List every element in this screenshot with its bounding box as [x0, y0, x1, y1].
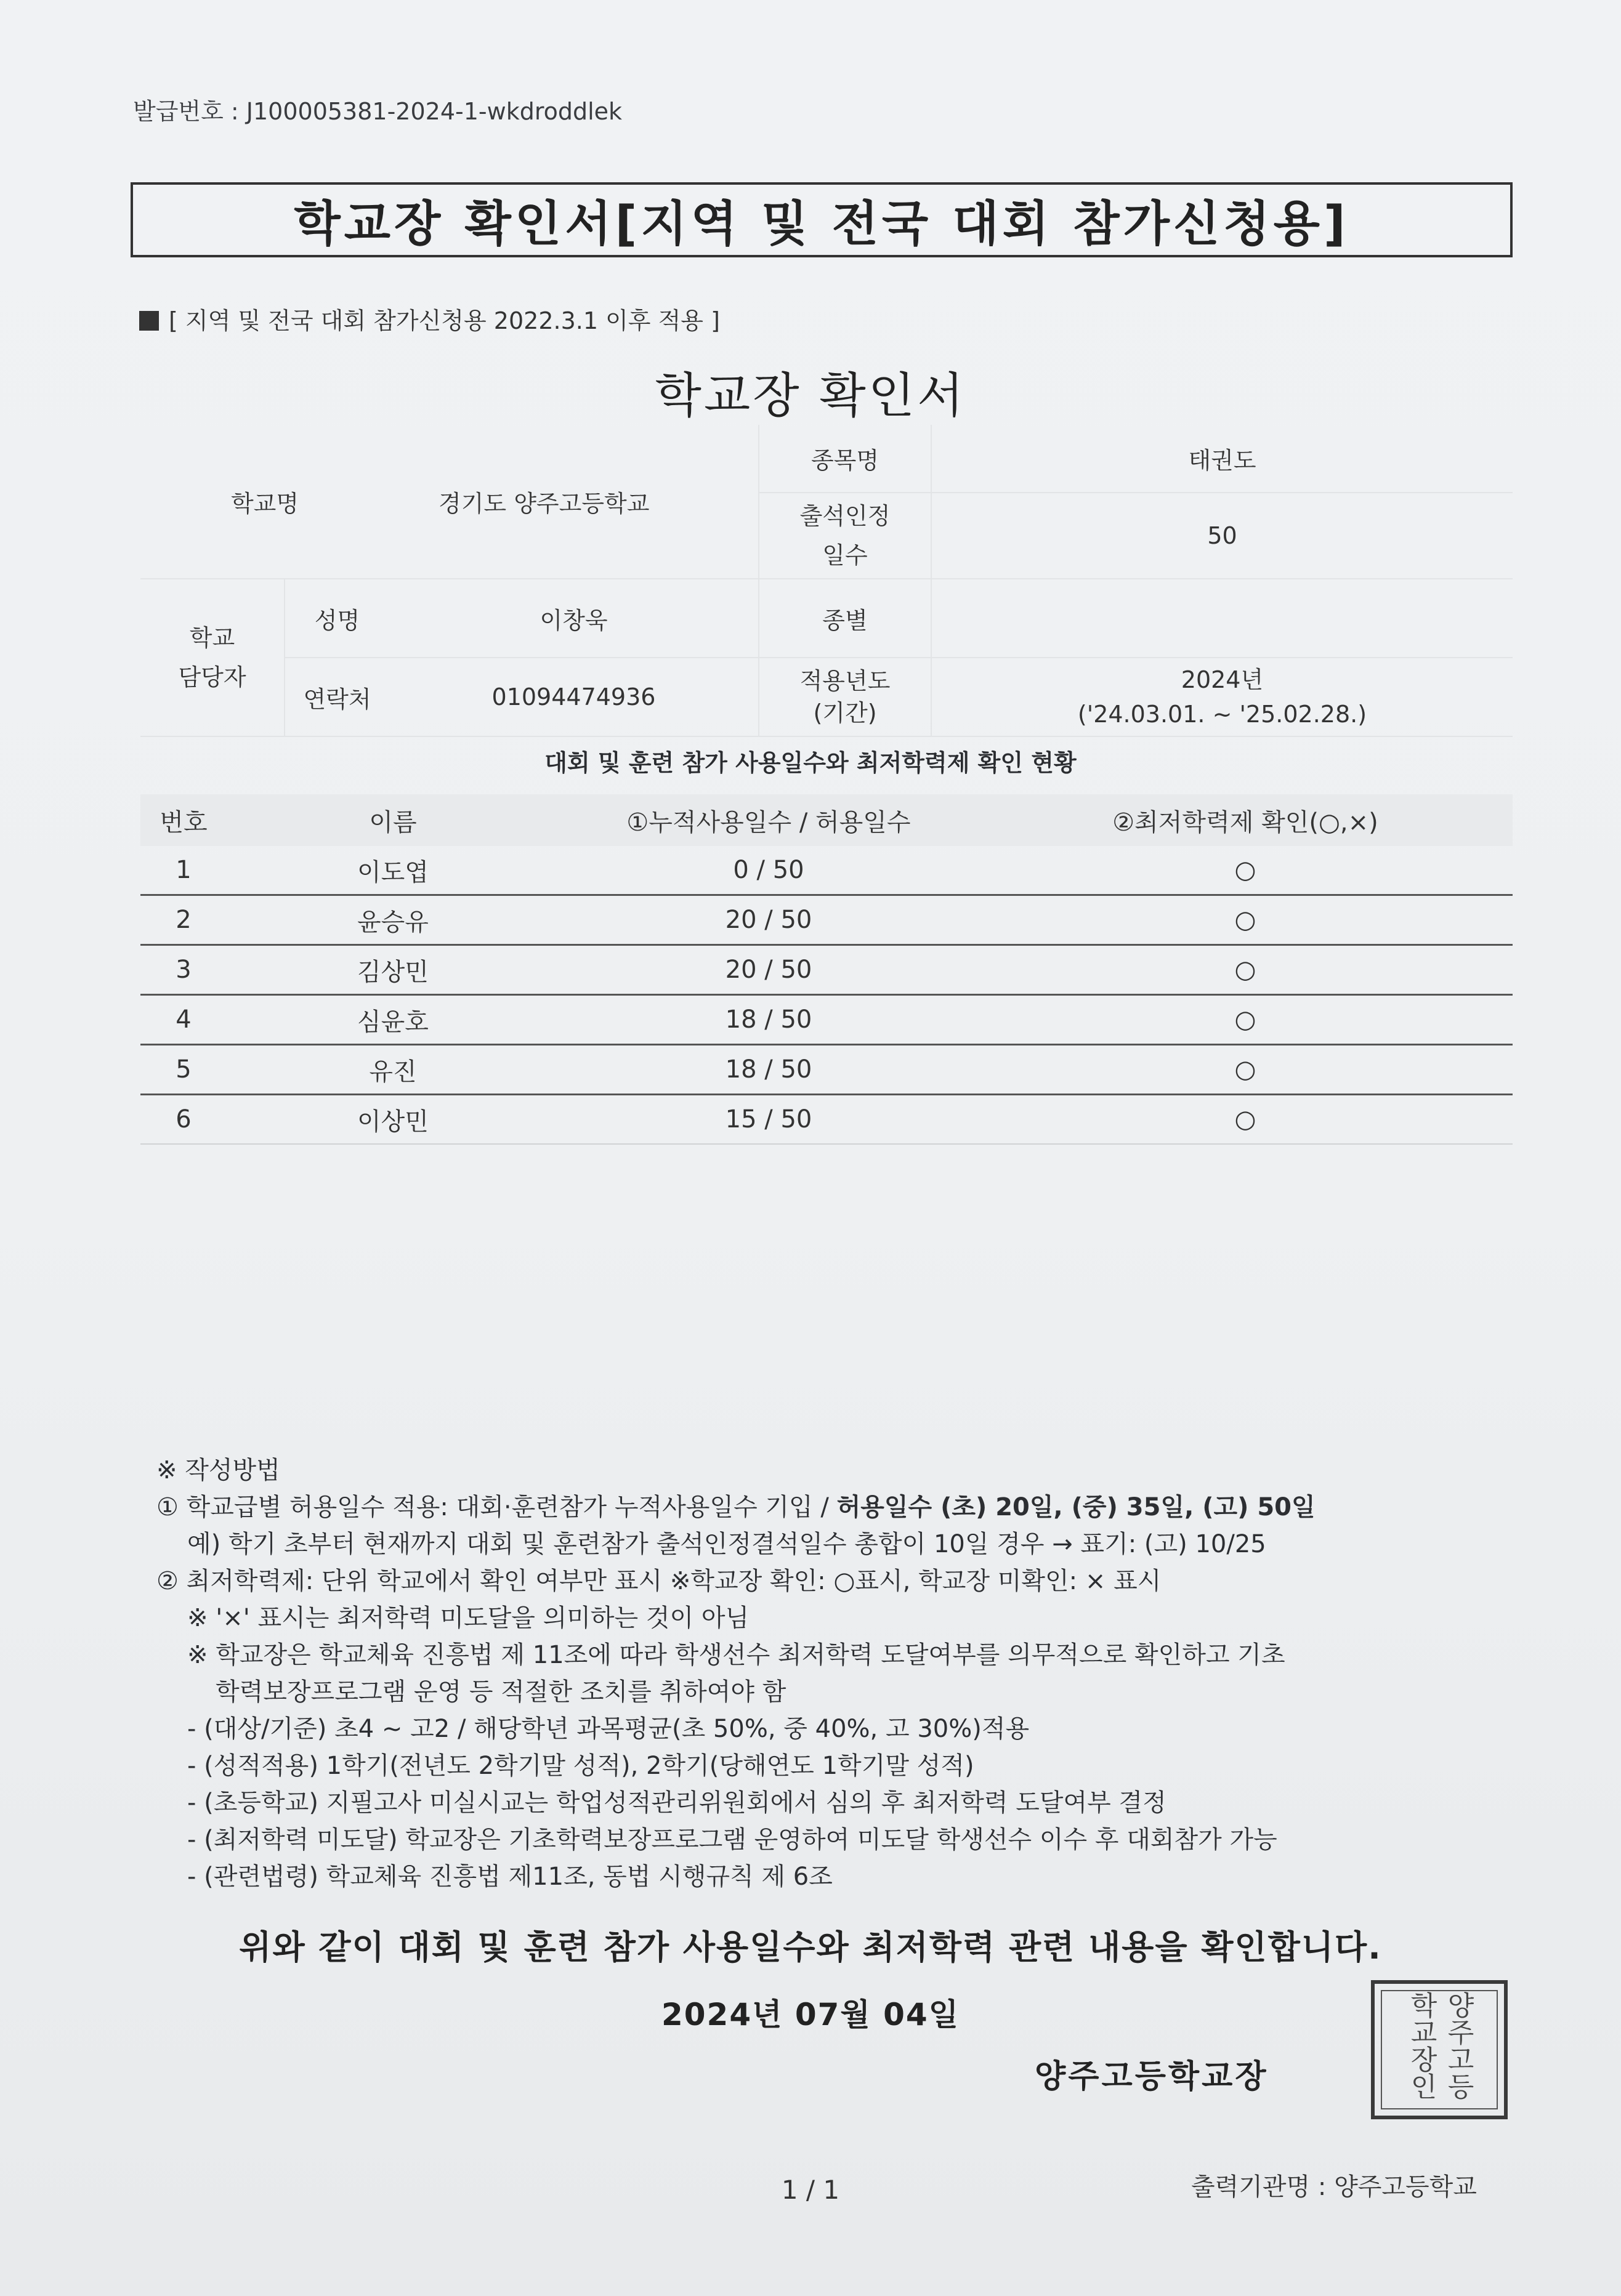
allowed-days-emphasis: 허용일수 (초) 20일, (중) 35일, (고) 50일	[836, 1493, 1316, 1521]
row-days: 18 / 50	[559, 1045, 978, 1095]
days-label: 출석인정 일수	[759, 493, 931, 579]
row-days: 20 / 50	[559, 945, 978, 995]
row-no: 4	[140, 995, 227, 1045]
notes-line-1: ① 학교급별 허용일수 적용: 대회·훈련참가 누적사용일수 기입 / 허용일수 (초) 20일, (중) 35일, (고) 50일	[156, 1493, 1316, 1521]
table-row	[140, 945, 1513, 995]
writing-guide	[156, 1452, 1316, 1895]
status-table	[140, 794, 1513, 1145]
notes-line-9: - (초등학교) 지필고사 미실시교는 학업성적관리위원회에서 심의 후 최저학력 도달여부 결정	[187, 1789, 1166, 1817]
circle-check-mark: ○	[1234, 1005, 1256, 1034]
page-number: 1 / 1	[781, 2175, 840, 2205]
notes-line-3: ② 최저학력제: 단위 학교에서 확인 여부만 표시 ※학교장 확인: ○표시, 학교장 미확인: × 표시	[156, 1567, 1162, 1595]
issue-date: 2024년 07월 04일	[661, 1997, 960, 2032]
row-check	[978, 995, 1513, 1045]
school-seal-stamp	[1371, 1980, 1508, 2119]
table-row	[140, 1095, 1513, 1145]
sub-note-text: [ 지역 및 전국 대회 참가신청용 2022.3.1 이후 적용 ]	[169, 307, 720, 334]
header-days: ①누적사용일수 / 허용일수	[559, 794, 978, 846]
info-table	[140, 425, 1513, 737]
header-no: 번호	[140, 794, 227, 846]
notes-line-5: ※ 학교장은 학교체육 진흥법 제 11조에 따라 학생선수 최저학력 도달여부를 의무적으로 확인하고 기초	[187, 1641, 1285, 1669]
circle-check-mark: ○	[1234, 956, 1256, 984]
period-label: 적용년도 (기간)	[759, 658, 931, 736]
row-no: 6	[140, 1095, 227, 1145]
header-title-box	[131, 182, 1513, 257]
circle-check-mark: ○	[1234, 1105, 1256, 1134]
document-title: 학교장 확인서	[655, 368, 966, 424]
notes-heading: ※ 작성방법	[156, 1456, 280, 1484]
school-label: 학교명	[140, 425, 389, 579]
category-label: 종별	[759, 579, 931, 658]
row-days: 20 / 50	[559, 895, 978, 945]
notes-line-8: - (성적적용) 1학기(전년도 2학기말 성적), 2학기(당해연도 1학기말 성적)	[187, 1752, 974, 1780]
row-days: 0 / 50	[559, 846, 978, 895]
circle-check-mark: ○	[1234, 856, 1256, 884]
notes-line-10: - (최저학력 미도달) 학교장은 기초학력보장프로그램 운영하여 미도달 학생선수 이수 후 대회참가 가능	[187, 1826, 1277, 1854]
name-label: 성명	[285, 579, 389, 658]
issuing-institution: 출력기관명 : 양주고등학교	[1191, 2173, 1477, 2201]
header-check: ②최저학력제 확인(○,×)	[978, 794, 1513, 846]
row-name: 유진	[227, 1045, 559, 1095]
table-row	[140, 995, 1513, 1045]
row-check	[978, 846, 1513, 895]
staff-label: 학교 담당자	[140, 579, 285, 736]
row-no: 5	[140, 1045, 227, 1095]
sport-value: 태권도	[931, 425, 1513, 493]
notes-line-11: - (관련법령) 학교체육 진흥법 제11조, 동법 시행규칙 제 6조	[187, 1863, 833, 1891]
row-name: 이상민	[227, 1095, 559, 1145]
notes-line-6: 학력보장프로그램 운영 등 적절한 조치를 취하여야 함	[216, 1678, 786, 1706]
notes-line-7: - (대상/기준) 초4 ~ 고2 / 해당학년 과목평균(초 50%, 중 40%, 고 30%)적용	[187, 1715, 1030, 1743]
principal-title: 양주고등학교장	[1035, 2058, 1269, 2095]
confirmation-statement: 위와 같이 대회 및 훈련 참가 사용일수와 최저학력 관련 내용을 확인합니다.	[239, 1928, 1382, 1967]
period-value: 2024년 ('24.03.01. ~ '25.02.28.)	[931, 658, 1513, 736]
circle-check-mark: ○	[1234, 906, 1256, 934]
row-check	[978, 1095, 1513, 1145]
contact-label: 연락처	[285, 658, 389, 736]
row-days: 15 / 50	[559, 1095, 978, 1145]
square-bullet-icon	[139, 311, 159, 331]
row-no: 2	[140, 895, 227, 945]
circle-check-mark: ○	[1234, 1055, 1256, 1084]
contact-value: 01094474936	[389, 658, 759, 736]
category-value	[931, 579, 1513, 658]
row-name: 심윤호	[227, 995, 559, 1045]
row-name: 이도엽	[227, 846, 559, 895]
sub-note	[139, 302, 720, 336]
days-value: 50	[931, 493, 1513, 579]
row-check	[978, 895, 1513, 945]
row-check	[978, 945, 1513, 995]
row-no: 1	[140, 846, 227, 895]
seal-text: 양주고등학교장인	[1381, 1990, 1498, 2109]
table-row	[140, 895, 1513, 945]
name-value: 이창욱	[389, 579, 759, 658]
table-row	[140, 846, 1513, 895]
notes-line-2: 예) 학기 초부터 현재까지 대회 및 훈련참가 출석인정결석일수 총합이 10일 경우 → 표기: (고) 10/25	[187, 1530, 1266, 1558]
row-check	[978, 1045, 1513, 1095]
row-days: 18 / 50	[559, 995, 978, 1045]
issue-number: 발급번호 : J100005381-2024-1-wkdroddlek	[133, 98, 623, 125]
sport-label: 종목명	[759, 425, 931, 493]
header-name: 이름	[227, 794, 559, 846]
section-title: 대회 및 훈련 참가 사용일수와 최저학력제 확인 현황	[544, 749, 1077, 776]
header-title: 학교장 확인서[지역 및 전국 대회 참가신청용]	[294, 196, 1349, 252]
notes-line-4: ※ '×' 표시는 최저학력 미도달을 의미하는 것이 아님	[187, 1604, 750, 1632]
school-value: 경기도 양주고등학교	[389, 425, 759, 579]
row-no: 3	[140, 945, 227, 995]
row-name: 김상민	[227, 945, 559, 995]
table-row	[140, 1045, 1513, 1095]
table-header-row	[140, 794, 1513, 846]
row-name: 윤승유	[227, 895, 559, 945]
